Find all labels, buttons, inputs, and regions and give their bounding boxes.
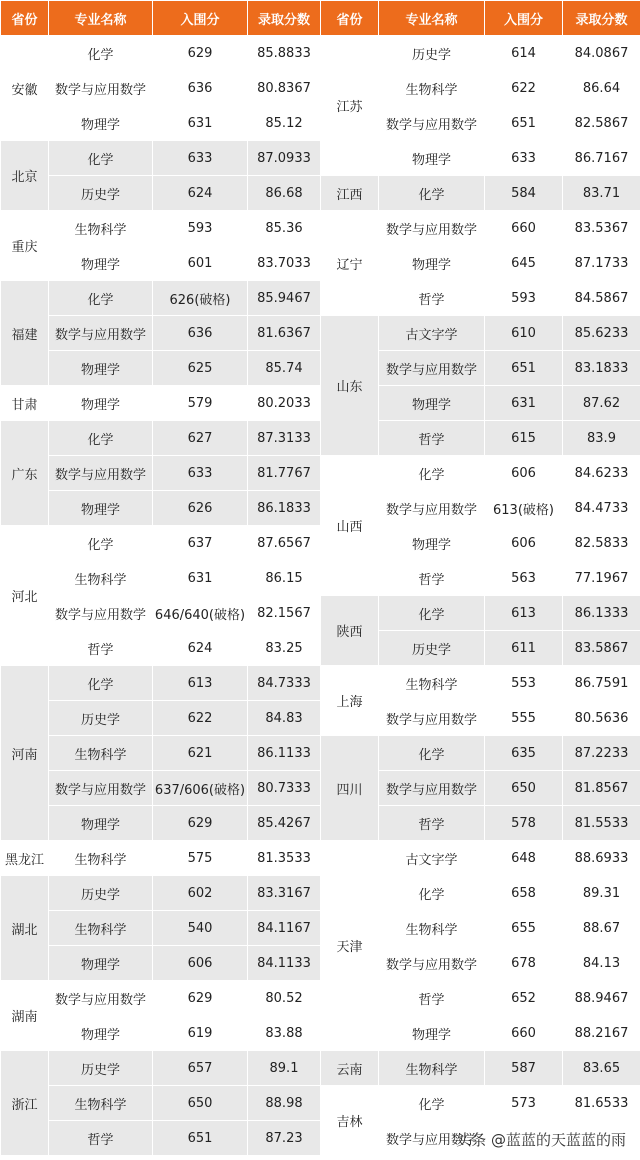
table-body-right <box>321 36 640 1156</box>
cutoff-score-cell: 606 <box>485 526 563 561</box>
admission-score-cell: 84.1167 <box>248 911 321 946</box>
table-row <box>321 176 640 211</box>
table-header-row <box>321 1 640 36</box>
admission-score-cell: 85.4267 <box>248 806 321 841</box>
admission-score-cell: 84.5867 <box>563 281 640 316</box>
table-row <box>321 596 640 631</box>
major-cell: 哲学 <box>379 281 485 316</box>
province-cell: 江苏 <box>321 36 379 176</box>
major-cell: 物理学 <box>49 386 153 421</box>
province-cell: 山东 <box>321 316 379 456</box>
major-cell: 生物科学 <box>379 71 485 106</box>
admission-score-cell: 84.1133 <box>248 946 321 981</box>
cutoff-score-cell: 621 <box>153 736 248 771</box>
major-cell: 数学与应用数学 <box>379 211 485 246</box>
admission-score-cell: 88.67 <box>563 911 640 946</box>
admission-score-cell: 88.9467 <box>563 981 640 1016</box>
cutoff-score-cell: 646/640(破格) <box>153 596 248 631</box>
cutoff-score-cell: 613 <box>153 666 248 701</box>
cutoff-score-cell: 587 <box>485 1051 563 1086</box>
table-row <box>1 106 321 141</box>
major-cell: 历史学 <box>379 36 485 71</box>
major-cell: 化学 <box>379 176 485 211</box>
province-cell: 辽宁 <box>321 211 379 316</box>
cutoff-score-cell: 601 <box>153 246 248 281</box>
major-cell: 物理学 <box>379 141 485 176</box>
cutoff-score-cell: 678 <box>485 946 563 981</box>
cutoff-score-cell: 636 <box>153 71 248 106</box>
scores-table-left <box>0 0 321 1156</box>
cutoff-score-cell: 633 <box>485 141 563 176</box>
table-row <box>1 456 321 491</box>
table-row <box>1 1016 321 1051</box>
cutoff-score-cell: 606 <box>485 456 563 491</box>
admission-score-cell: 80.5636 <box>563 701 640 736</box>
major-cell: 物理学 <box>379 1016 485 1051</box>
admission-score-cell: 83.71 <box>563 176 640 211</box>
table-row <box>1 1051 321 1086</box>
admission-score-cell: 83.25 <box>248 631 321 666</box>
admission-score-cell: 86.1333 <box>563 596 640 631</box>
table-row <box>321 211 640 246</box>
admission-score-cell: 89.1 <box>248 1051 321 1086</box>
major-cell: 物理学 <box>379 386 485 421</box>
cutoff-score-cell: 624 <box>153 176 248 211</box>
table-row <box>1 666 321 701</box>
admission-score-cell: 85.6233 <box>563 316 640 351</box>
major-cell: 哲学 <box>379 806 485 841</box>
cutoff-score-cell: 637 <box>153 526 248 561</box>
table-row <box>321 1086 640 1121</box>
cutoff-score-cell: 652 <box>485 981 563 1016</box>
header-cutoff: 入围分 <box>485 1 563 36</box>
cutoff-score-cell: 575 <box>153 841 248 876</box>
province-cell: 甘肃 <box>1 386 49 421</box>
cutoff-score-cell: 622 <box>153 701 248 736</box>
major-cell: 历史学 <box>49 176 153 211</box>
major-cell: 化学 <box>49 281 153 316</box>
table-row <box>1 421 321 456</box>
admission-score-cell: 88.2167 <box>563 1016 640 1051</box>
major-cell: 数学与应用数学 <box>379 946 485 981</box>
major-cell: 物理学 <box>49 1016 153 1051</box>
major-cell: 数学与应用数学 <box>379 106 485 141</box>
cutoff-score-cell: 615 <box>485 421 563 456</box>
cutoff-score-cell: 648 <box>485 841 563 876</box>
table-row <box>1 561 321 596</box>
cutoff-score-cell: 633 <box>153 456 248 491</box>
table-row <box>1 596 321 631</box>
cutoff-score-cell: 635 <box>485 736 563 771</box>
province-cell: 山西 <box>321 456 379 596</box>
province-cell: 北京 <box>1 141 49 211</box>
admission-score-cell: 77.1967 <box>563 561 640 596</box>
admission-score-cell: 88.98 <box>248 1086 321 1121</box>
province-cell: 湖南 <box>1 981 49 1051</box>
major-cell: 物理学 <box>379 526 485 561</box>
admission-score-cell: 84.13 <box>563 946 640 981</box>
cutoff-score-cell: 610 <box>485 316 563 351</box>
admission-score-cell: 87.23 <box>248 1121 321 1156</box>
admission-score-cell: 86.1133 <box>248 736 321 771</box>
admission-score-cell: 86.68 <box>248 176 321 211</box>
admission-score-cell: 83.65 <box>563 1051 640 1086</box>
cutoff-score-cell: 624 <box>153 631 248 666</box>
admission-score-cell: 81.5533 <box>563 806 640 841</box>
table-row <box>1 771 321 806</box>
cutoff-score-cell: 629 <box>153 981 248 1016</box>
table-row <box>1 176 321 211</box>
cutoff-score-cell: 626 <box>153 491 248 526</box>
table-row <box>1 736 321 771</box>
cutoff-score-cell: 650 <box>153 1086 248 1121</box>
cutoff-score-cell: 602 <box>153 876 248 911</box>
admission-score-cell: 85.74 <box>248 351 321 386</box>
table-row <box>1 946 321 981</box>
admission-score-cell: 84.4733 <box>563 491 640 526</box>
admission-score-cell: 84.0867 <box>563 36 640 71</box>
major-cell: 数学与应用数学 <box>379 491 485 526</box>
province-cell: 四川 <box>321 736 379 841</box>
cutoff-score-cell: 629 <box>153 806 248 841</box>
major-cell: 化学 <box>379 456 485 491</box>
admission-score-cell: 83.88 <box>248 1016 321 1051</box>
cutoff-score-cell: 660 <box>485 1016 563 1051</box>
major-cell: 数学与应用数学 <box>49 71 153 106</box>
major-cell: 生物科学 <box>49 736 153 771</box>
cutoff-score-cell: 555 <box>485 701 563 736</box>
cutoff-score-cell: 650 <box>485 771 563 806</box>
cutoff-score-cell: 613 <box>485 596 563 631</box>
admission-score-cell: 83.9 <box>563 421 640 456</box>
table-row <box>1 71 321 106</box>
admission-score-cell: 82.1567 <box>248 596 321 631</box>
admission-score-cell: 80.7333 <box>248 771 321 806</box>
major-cell: 化学 <box>49 36 153 71</box>
cutoff-score-cell: 606 <box>153 946 248 981</box>
admission-score-cell: 86.7591 <box>563 666 640 701</box>
major-cell: 化学 <box>379 596 485 631</box>
admission-score-cell: 87.0933 <box>248 141 321 176</box>
major-cell: 化学 <box>49 421 153 456</box>
table-header-row <box>1 1 321 36</box>
major-cell: 物理学 <box>49 106 153 141</box>
major-cell: 物理学 <box>379 246 485 281</box>
admission-score-cell: 81.3533 <box>248 841 321 876</box>
cutoff-score-cell: 633 <box>153 141 248 176</box>
province-cell: 浙江 <box>1 1051 49 1156</box>
admission-score-cell: 80.52 <box>248 981 321 1016</box>
major-cell: 生物科学 <box>49 1086 153 1121</box>
major-cell: 数学与应用数学 <box>49 316 153 351</box>
major-cell: 化学 <box>379 876 485 911</box>
province-cell: 河南 <box>1 666 49 841</box>
admission-score-cell: 85.12 <box>248 106 321 141</box>
major-cell: 化学 <box>49 666 153 701</box>
admission-score-cell: 87.2233 <box>563 736 640 771</box>
admission-score-cell: 82.5867 <box>563 106 640 141</box>
header-major: 专业名称 <box>379 1 485 36</box>
admission-score-cell: 89.31 <box>563 876 640 911</box>
major-cell: 化学 <box>379 736 485 771</box>
admission-score-cell: 84.7333 <box>248 666 321 701</box>
table-row <box>1 316 321 351</box>
table-row <box>1 36 321 71</box>
major-cell: 物理学 <box>49 246 153 281</box>
cutoff-score-cell: 626(破格) <box>153 281 248 316</box>
admission-score-cell: 83.5367 <box>563 211 640 246</box>
table-row <box>1 876 321 911</box>
admission-score-cell: 87.62 <box>563 386 640 421</box>
major-cell: 历史学 <box>379 631 485 666</box>
admission-score-cell: 84.6233 <box>563 456 640 491</box>
cutoff-score-cell: 611 <box>485 631 563 666</box>
table-row <box>1 911 321 946</box>
major-cell: 数学与应用数学 <box>49 596 153 631</box>
major-cell: 哲学 <box>379 421 485 456</box>
table-row <box>1 841 321 876</box>
admission-score-cell: 85.9467 <box>248 281 321 316</box>
province-cell: 黑龙江 <box>1 841 49 876</box>
major-cell: 古文字学 <box>379 841 485 876</box>
major-cell: 哲学 <box>379 561 485 596</box>
major-cell: 数学与应用数学 <box>49 771 153 806</box>
admission-score-cell: 86.7167 <box>563 141 640 176</box>
cutoff-score-cell: 553 <box>485 666 563 701</box>
major-cell: 生物科学 <box>379 911 485 946</box>
cutoff-score-cell: 658 <box>485 876 563 911</box>
table-row <box>321 316 640 351</box>
province-cell: 陕西 <box>321 596 379 666</box>
table-row <box>1 1121 321 1156</box>
major-cell: 哲学 <box>379 981 485 1016</box>
major-cell: 化学 <box>379 1086 485 1121</box>
admission-score-cell: 80.2033 <box>248 386 321 421</box>
table-row <box>1 246 321 281</box>
admission-score-cell: 81.7767 <box>248 456 321 491</box>
admission-score-cell: 82.5833 <box>563 526 640 561</box>
admission-score-cell: 87.3133 <box>248 421 321 456</box>
major-cell: 化学 <box>49 526 153 561</box>
header-province: 省份 <box>1 1 49 36</box>
province-cell: 重庆 <box>1 211 49 281</box>
table-row <box>1 491 321 526</box>
table-row <box>1 1086 321 1121</box>
admission-score-cell: 83.5867 <box>563 631 640 666</box>
admission-score-cell: 83.3167 <box>248 876 321 911</box>
cutoff-score-cell: 625 <box>153 351 248 386</box>
cutoff-score-cell: 651 <box>485 106 563 141</box>
province-cell: 天津 <box>321 841 379 1051</box>
cutoff-score-cell: 614 <box>485 36 563 71</box>
admission-score-cell: 88.6933 <box>563 841 640 876</box>
major-cell: 数学与应用数学 <box>49 456 153 491</box>
major-cell: 物理学 <box>49 946 153 981</box>
table-row <box>1 386 321 421</box>
admission-score-cell: 85.36 <box>248 211 321 246</box>
cutoff-score-cell: 573 <box>485 1086 563 1121</box>
table-row <box>1 526 321 561</box>
table-row <box>1 631 321 666</box>
table-row <box>1 981 321 1016</box>
cutoff-score-cell: 631 <box>153 106 248 141</box>
admission-score-cell: 83.7033 <box>248 246 321 281</box>
cutoff-score-cell: 579 <box>153 386 248 421</box>
admission-score-cell: 81.6367 <box>248 316 321 351</box>
cutoff-score-cell: 655 <box>485 911 563 946</box>
cutoff-score-cell: 651 <box>485 351 563 386</box>
major-cell: 数学与应用数学 <box>379 701 485 736</box>
cutoff-score-cell: 629 <box>153 36 248 71</box>
major-cell: 数学与应用数学 <box>49 981 153 1016</box>
cutoff-score-cell: 637/606(破格) <box>153 771 248 806</box>
admission-score-cell: 86.1833 <box>248 491 321 526</box>
major-cell: 历史学 <box>49 876 153 911</box>
province-cell: 广东 <box>1 421 49 526</box>
table-row <box>1 141 321 176</box>
table-body-left <box>1 36 321 1156</box>
major-cell: 化学 <box>49 141 153 176</box>
scores-table-right <box>320 0 640 1156</box>
major-cell: 生物科学 <box>49 211 153 246</box>
table-row <box>1 701 321 736</box>
major-cell: 数学与应用数学 <box>379 351 485 386</box>
table-row <box>1 806 321 841</box>
province-cell: 江西 <box>321 176 379 211</box>
province-cell: 上海 <box>321 666 379 736</box>
header-province: 省份 <box>321 1 379 36</box>
cutoff-score-cell: 593 <box>153 211 248 246</box>
table-row <box>321 841 640 876</box>
major-cell: 生物科学 <box>49 561 153 596</box>
table-row <box>1 281 321 316</box>
major-cell: 历史学 <box>49 1051 153 1086</box>
cutoff-score-cell: 636 <box>153 316 248 351</box>
table-row <box>321 666 640 701</box>
cutoff-score-cell: 578 <box>485 806 563 841</box>
table-row <box>321 456 640 491</box>
cutoff-score-cell: 660 <box>485 211 563 246</box>
cutoff-score-cell: 645 <box>485 246 563 281</box>
major-cell: 生物科学 <box>379 1051 485 1086</box>
major-cell: 古文字学 <box>379 316 485 351</box>
table-row <box>1 351 321 386</box>
header-admission-score: 录取分数 <box>248 1 321 36</box>
major-cell: 物理学 <box>49 351 153 386</box>
cutoff-score-cell: 593 <box>485 281 563 316</box>
province-cell: 河北 <box>1 526 49 666</box>
major-cell: 哲学 <box>49 631 153 666</box>
admission-score-cell: 81.8567 <box>563 771 640 806</box>
cutoff-score-cell: 657 <box>153 1051 248 1086</box>
cutoff-score-cell: 622 <box>485 71 563 106</box>
cutoff-score-cell: 563 <box>485 561 563 596</box>
admission-score-cell: 87.1733 <box>563 246 640 281</box>
header-cutoff: 入围分 <box>153 1 248 36</box>
major-cell: 数学与应用数学 <box>379 771 485 806</box>
major-cell: 物理学 <box>49 806 153 841</box>
province-cell: 吉林 <box>321 1086 379 1156</box>
table-row <box>1 211 321 246</box>
cutoff-score-cell: 627 <box>153 421 248 456</box>
province-cell: 福建 <box>1 281 49 386</box>
major-cell: 生物科学 <box>379 666 485 701</box>
cutoff-score-cell: 540 <box>153 911 248 946</box>
cutoff-score-cell: 613(破格) <box>485 491 563 526</box>
major-cell: 历史学 <box>49 701 153 736</box>
major-cell: 生物科学 <box>49 911 153 946</box>
admission-score-cell: 81.6533 <box>563 1086 640 1121</box>
admission-score-cell: 83.1833 <box>563 351 640 386</box>
admission-score-cell: 84.83 <box>248 701 321 736</box>
table-row <box>321 736 640 771</box>
province-cell: 安徽 <box>1 36 49 141</box>
major-cell: 物理学 <box>49 491 153 526</box>
header-admission-score: 录取分数 <box>563 1 640 36</box>
cutoff-score-cell: 584 <box>485 176 563 211</box>
province-cell: 云南 <box>321 1051 379 1086</box>
admission-score-cell: 80.8367 <box>248 71 321 106</box>
admission-score-cell: 86.64 <box>563 71 640 106</box>
major-cell: 数学与应用数学 <box>379 1121 485 1156</box>
cutoff-score-cell: 619 <box>153 1016 248 1051</box>
major-cell: 哲学 <box>49 1121 153 1156</box>
major-cell: 生物科学 <box>49 841 153 876</box>
cutoff-score-cell: 651 <box>153 1121 248 1156</box>
cutoff-score-cell: 631 <box>153 561 248 596</box>
header-major: 专业名称 <box>49 1 153 36</box>
watermark: 头条 @蓝蓝的天蓝蓝的雨 <box>456 1131 626 1149</box>
table-row <box>321 36 640 71</box>
province-cell: 湖北 <box>1 876 49 981</box>
admission-score-cell: 87.6567 <box>248 526 321 561</box>
cutoff-score-cell: 631 <box>485 386 563 421</box>
admission-score-cell: 85.8833 <box>248 36 321 71</box>
table-row <box>321 1051 640 1086</box>
admission-score-cell: 86.15 <box>248 561 321 596</box>
